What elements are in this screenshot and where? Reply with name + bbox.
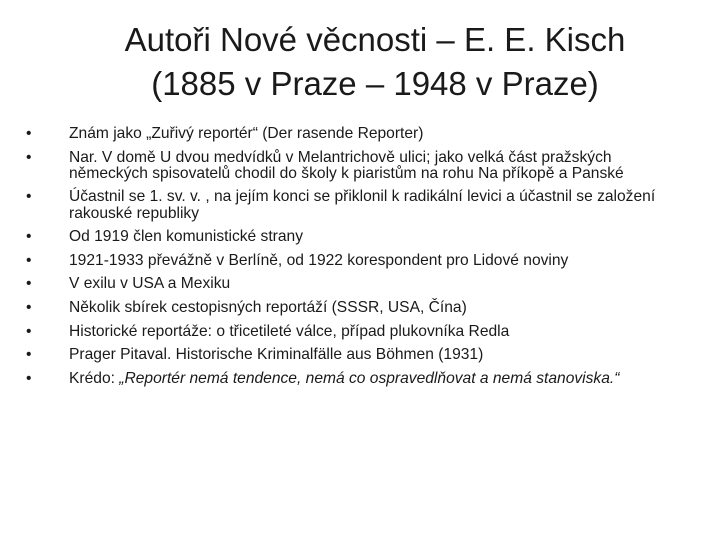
bullet-icon: • bbox=[26, 148, 32, 166]
credo-label: Krédo: bbox=[69, 369, 120, 387]
bullet-text: 1921-1933 převážně v Berlíně, od 1922 korespondent pro Lidové noviny bbox=[69, 251, 569, 269]
bullet-text: Od 1919 člen komunistické strany bbox=[69, 228, 304, 246]
bullet-item bbox=[26, 126, 692, 142]
title-line-1: Autoři Nové věcnosti – E. E. Kisch bbox=[124, 21, 626, 58]
bullet-item bbox=[26, 347, 692, 363]
bullet-text bbox=[69, 371, 692, 387]
bullet-text: Nar. V domě U dvou medvídků v Melantrichově ulici; jako velká část pražských německých spisovatelů chodil do školy k piaristům na rohu Na příkopě a Panské bbox=[69, 148, 624, 182]
bullet-icon: • bbox=[26, 298, 32, 316]
bullet-icon: • bbox=[26, 369, 32, 387]
bullet-item bbox=[26, 189, 692, 221]
bullet-icon: • bbox=[26, 275, 32, 293]
bullet-item bbox=[26, 253, 692, 269]
bullet-item-credo bbox=[26, 371, 692, 387]
bullet-icon: • bbox=[26, 322, 32, 340]
bullet-item bbox=[26, 300, 692, 316]
bullet-icon: • bbox=[26, 251, 32, 269]
bullet-icon: • bbox=[26, 228, 32, 246]
bullet-text: V exilu v USA a Mexiku bbox=[69, 275, 231, 293]
bullet-icon: • bbox=[26, 188, 32, 206]
bullet-text: Účastnil se 1. sv. v. , na jejím konci se přiklonil k radikální levici a účastnil se založení rakouské republiky bbox=[69, 188, 656, 222]
bullet-text: Několik sbírek cestopisných reportáží (SSSR, USA, Čína) bbox=[69, 298, 467, 316]
bullet-item bbox=[26, 229, 692, 245]
title-line-2: (1885 v Praze – 1948 v Praze) bbox=[151, 65, 599, 102]
bullet-item bbox=[26, 276, 692, 292]
bullet-item bbox=[26, 150, 692, 182]
credo-quote: „Reportér nemá tendence, nemá co ospravedlňovat a nemá stanoviska.“ bbox=[119, 369, 620, 387]
bullet-item bbox=[26, 324, 692, 340]
bullet-text: Historické reportáže: o třicetileté válce, případ plukovníka Redla bbox=[69, 322, 510, 340]
bullet-icon: • bbox=[26, 125, 32, 142]
bullet-text: Znám jako „Zuřivý reportér“ (Der rasende Reporter) bbox=[69, 125, 424, 142]
slide-title bbox=[90, 18, 660, 106]
bullet-list bbox=[26, 126, 692, 394]
bullet-text: Prager Pitaval. Historische Kriminalfälle aus Böhmen (1931) bbox=[69, 346, 484, 364]
bullet-icon: • bbox=[26, 346, 32, 364]
